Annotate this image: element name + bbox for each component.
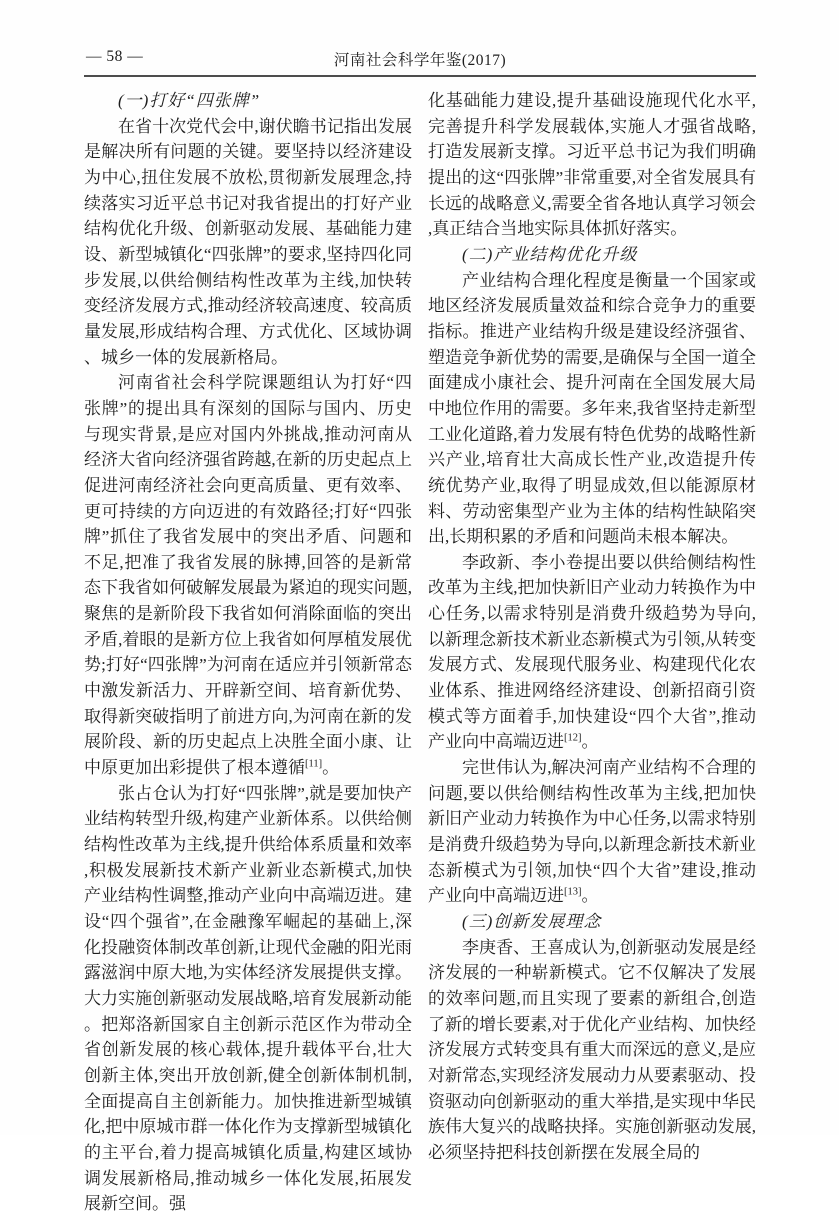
- paragraph-text: 河南省社会科学院课题组认为打好“四张牌”的提出具有深刻的国际与国内、历史与现实背景,是应对国内外挑战,推动河南从经济大省向经济强省跨越,在新的历史起点上促进河南经济社会向更高质量、更有效率、更可持续的方向迈进的有效路径;打好“四张牌”抓住了我省发展中的突出矛盾、问题和不足,把准了我省发展的脉搏,回答的是新常态下我省如何破解发展最为紧迫的现实问题,聚焦的是新阶段下我省如何消除面临的突出矛盾,着眼的是新方位上我省如何厚植发展优势;打好“四张牌”为河南在适应并引领新常态中激发新活力、开辟新空间、培育新优势、取得新突破指明了前进方向,为河南在新的发展阶段、新的历史起点上决胜全面小康、让中原更加出彩提供了根本遵循: [84, 373, 412, 778]
- text-columns: [84, 88, 756, 1217]
- paragraph: 产业结构合理化程度是衡量一个国家或地区经济发展质量效益和综合竞争力的重要指标。推进产业结构升级是建设经济强省、塑造竞争新优势的需要,是确保与全国一道全面建成小康社会、提升河南在全国发展大局中地位作用的需要。多年来,我省坚持走新型工业化道路,着力发展有特色优势的战略性新兴产业,培育壮大高成长性产业,改造提升传统优势产业,取得了明显成效,但以能源原材料、劳动密集型产业为主体的结构性缺陷突出,长期积累的矛盾和问题尚未根本解决。: [428, 270, 756, 547]
- footnote-ref-12: [12]: [564, 732, 582, 744]
- paragraph-text: 。: [581, 886, 599, 906]
- paragraph: 张占仓认为打好“四张牌”,就是要加快产业结构转型升级,构建产业新体系。以供给侧结构性改革为主线,提升供给体系质量和效率,积极发展新技术新产业新业态新模式,加快产业结构性调整,推动产业向中高端迈进。建设“四个强省”,在金融豫军崛起的基础上,深化投融资体制改革创新,让现代金融的阳光雨露滋润中原大地,为实体经济发展提供支撑。大力实施创新驱动发展战略,培育发展新动能。把郑洛新国家自主创新示范区作为带动全省创新发展的核心载体,提升载体平台,壮大创新主体,突出开放创新,健全创新体制机制,全面提高自主创新能力。加快推进新型城镇化,把中原城市群一体化作为支撑新型城镇化的主平台,着力提高城镇化质量,构建区域协调发展新格局,推动城乡一体化发展,拓展发展新空间。强: [84, 783, 412, 1214]
- paragraph-text: 完世伟认为,解决河南产业结构不合理的问题,要以供给侧结构性改革为主线,把加快新旧产业动力转换作为中心任务,以需求特别是消费升级趋势为导向,以新理念新技术新业态新模式为引领,加快“四个大省”建设,推动产业向中高端迈进: [428, 758, 756, 906]
- section-heading-1: (一)打好“四张牌”: [118, 91, 261, 110]
- page-number: — 58 —: [86, 48, 144, 65]
- paragraph-continued: 化基础能力建设,提升基础设施现代化水平,完善提升科学发展载体,实施人才强省战略,打造发展新支撑。习近平总书记为我们明确提出的这“四张牌”非常重要,对全省发展具有长远的战略意义,需要全省各地认真学习领会,真正结合当地实际具体抓好落实。: [428, 91, 756, 239]
- footnote-ref-11: [11]: [305, 758, 323, 770]
- paragraph: [428, 550, 756, 755]
- header-rule: [84, 75, 756, 77]
- right-column: [428, 88, 756, 1217]
- paragraph: 李庚香、王喜成认为,创新驱动发展是经济发展的一种崭新模式。它不仅解决了发展的效率问题,而且实现了要素的新组合,创造了新的增长要素,对于优化产业结构、加快经济发展方式转变具有重大而深远的意义,是应对新常态,实现经济发展动力从要素驱动、投资驱动向创新驱动的重大举措,是实现中华民族伟大复兴的战略抉择。实施创新驱动发展,必须坚持把科技创新摆在发展全局的: [428, 937, 756, 1162]
- paragraph-text: 李政新、李小卷提出要以供给侧结构性改革为主线,把加快新旧产业动力转换作为中心任务,以需求特别是消费升级趋势为导向,以新理念新技术新业态新模式为引领,从转变发展方式、发展现代服务业、构建现代化农业体系、推进网络经济建设、创新招商引资模式等方面着手,加快建设“四个大省”,推动产业向中高端迈进: [428, 552, 756, 752]
- paragraph-text: 。: [581, 732, 599, 752]
- page-header: [84, 46, 756, 70]
- paragraph: [428, 755, 756, 909]
- paragraph-text: 。: [322, 758, 340, 778]
- header-title: 河南社会科学年鉴(2017): [333, 52, 507, 69]
- left-column: [84, 88, 412, 1217]
- section-heading-3: (三)创新发展理念: [462, 912, 602, 931]
- footnote-ref-13: [13]: [564, 886, 582, 898]
- section-heading-2: (二)产业结构优化升级: [462, 244, 638, 264]
- paragraph: 在省十次党代会中,谢伏瞻书记指出发展是解决所有问题的关键。要坚持以经济建设为中心,扭住发展不放松,贯彻新发展理念,持续落实习近平总书记对我省提出的打好产业结构优化升级、创新驱动发展、基础能力建设、新型城镇化“四张牌”的要求,坚持四化同步发展,以供给侧结构性改革为主线,加快转变经济发展方式,推动经济较高速度、较高质量发展,形成结构合理、方式优化、区域协调、城乡一体的发展新格局。: [84, 116, 412, 367]
- paragraph: [84, 370, 412, 781]
